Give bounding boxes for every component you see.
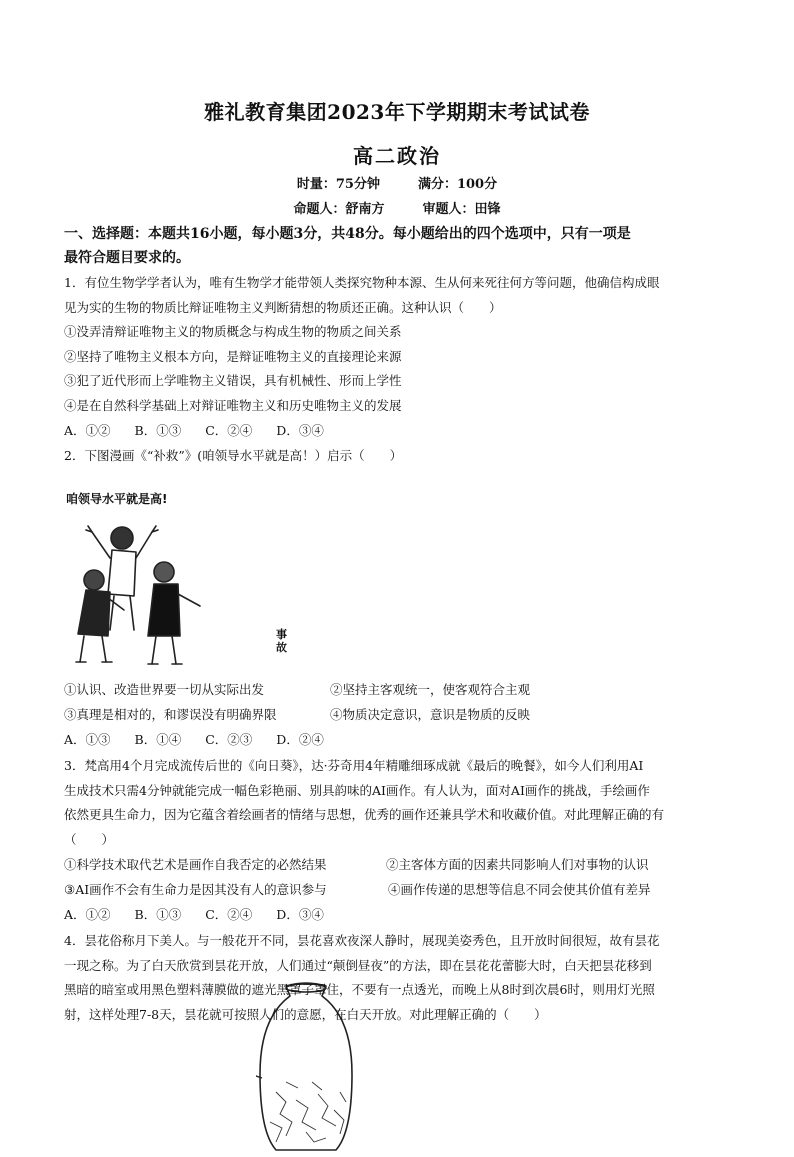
answer-choice: D．②④ bbox=[276, 732, 324, 747]
question-3-line: （ ） bbox=[64, 831, 115, 847]
question-2-option: ②坚持主客观统一，使客观符合主观 bbox=[330, 682, 531, 697]
question-1-answers bbox=[64, 421, 348, 441]
subject-title: 高二政治 bbox=[353, 144, 441, 168]
exam-title: 雅礼教育集团2023年下学期期末考试试卷 bbox=[204, 100, 590, 124]
cartoon-accident-tag: 事故 bbox=[276, 628, 287, 654]
answer-choice: C．②④ bbox=[205, 423, 253, 438]
exam-meta-authors bbox=[0, 198, 794, 217]
answer-choice: D．③④ bbox=[276, 423, 324, 438]
question-1-line: 1．有位生物学学者认为，唯有生物学才能带领人类探究物种本源、生从何来死往何方等问题，他确信构成眼 bbox=[64, 275, 660, 290]
question-3-option: ④画作传递的思想等信息不同会使其价值有差异 bbox=[388, 882, 651, 897]
question-2-stem: 2．下图漫画《“补救”》(咱领导水平就是高！）启示（ ） bbox=[64, 448, 403, 463]
section-heading bbox=[64, 222, 734, 270]
answer-choice: A．①② bbox=[64, 423, 111, 438]
time-limit: 时量：75分钟 bbox=[296, 177, 380, 192]
question-3-line: 依然更具生命力，因为它蕴含着绘画者的情绪与思想，优秀的画作还兼具学术和收藏价值。对此理解正确的有 bbox=[64, 807, 665, 822]
question-1-option: ②坚持了唯物主义根本方向，是辩证唯物主义的直接理论来源 bbox=[64, 349, 402, 364]
question-2-option: ③真理是相对的，和谬误没有明确界限 bbox=[64, 707, 277, 722]
question-1-stem bbox=[64, 271, 730, 320]
question-3-option: ②主客体方面的因素共同影响人们对事物的认识 bbox=[386, 857, 649, 872]
question-3-answers bbox=[64, 905, 348, 925]
answer-choice: D．③④ bbox=[276, 907, 324, 922]
question-3-line: 生成技术只需4分钟就能完成一幅色彩艳丽、别具韵味的AI画作。有人认为，面对AI画作的挑战，手绘画作 bbox=[64, 782, 650, 798]
question-1-option: ③犯了近代形而上学唯物主义错误，具有机械性、形而上学性 bbox=[64, 373, 402, 388]
question-1-option: ④是在自然科学基础上对辩证唯物主义和历史唯物主义的发展 bbox=[64, 398, 402, 413]
question-4-line: 4．昙花俗称月下美人。与一般花开不同，昙花喜欢夜深人静时，展现美姿秀色，且开放时间很短，故有昙花 bbox=[64, 933, 660, 948]
cartoon-image bbox=[64, 488, 294, 668]
question-2-answers bbox=[64, 730, 348, 750]
cartoon-caption: 咱领导水平就是高! bbox=[66, 492, 168, 506]
answer-choice: B．①③ bbox=[134, 423, 182, 438]
answer-choice: C．②③ bbox=[205, 732, 253, 747]
question-setter: 命题人：舒南方 bbox=[293, 202, 385, 217]
answer-choice: C．②④ bbox=[205, 907, 253, 922]
section-heading-line: 一、选择题：本题共16小题，每小题3分，共48分。每小题给出的四个选项中，只有一项是 bbox=[64, 226, 631, 242]
exam-meta-time bbox=[0, 173, 794, 192]
reviewer: 审题人：田锋 bbox=[422, 202, 501, 217]
question-3-stem bbox=[64, 754, 730, 852]
answer-choice: A．①② bbox=[64, 907, 111, 922]
question-4-line: 黑暗的暗室或用黑色塑料薄膜做的遮光黑罩子罩住，不要有一点透光，而晚上从8时到次晨6时，则用灯光照 bbox=[64, 982, 655, 997]
question-3-option: ③AI画作不会有生命力是因其没有人的意识参与 bbox=[64, 882, 327, 897]
full-score: 满分：100分 bbox=[417, 177, 498, 192]
question-1-option: ①没弄清辩证唯物主义的物质概念与构成生物的物质之间关系 bbox=[64, 324, 402, 339]
question-2-option: ④物质决定意识，意识是物质的反映 bbox=[330, 707, 531, 722]
question-4-line: 射，这样处理7-8天，昙花就可按照人们的意愿，在白天开放。对此理解正确的（ ） bbox=[64, 1006, 547, 1022]
question-3-line: 3．梵高用4个月完成流传后世的《向日葵》，达·芬奇用4年精雕细琢成就《最后的晚餐》，如今人们利用AI bbox=[64, 758, 644, 773]
answer-choice: A．①③ bbox=[64, 732, 111, 747]
section-heading-line: 最符合题目要求的。 bbox=[64, 250, 190, 266]
question-4-stem bbox=[64, 929, 730, 1027]
cartoon-people-drawing bbox=[64, 502, 204, 672]
question-2-option: ①认识、改造世界要一切从实际出发 bbox=[64, 682, 265, 697]
answer-choice: B．①④ bbox=[134, 732, 182, 747]
question-3-option: ①科学技术取代艺术是画作自我否定的必然结果 bbox=[64, 857, 327, 872]
question-1-line: 见为实的生物的物质比辩证唯物主义判断猜想的物质还正确。这种认识（ ） bbox=[64, 299, 502, 315]
question-4-line: 一现之称。为了白天欣赏到昙花开放，人们通过“颠倒昼夜”的方法，即在昙花花蕾膨大时，白天把昙花移到 bbox=[64, 957, 652, 973]
answer-choice: B．①③ bbox=[134, 907, 182, 922]
